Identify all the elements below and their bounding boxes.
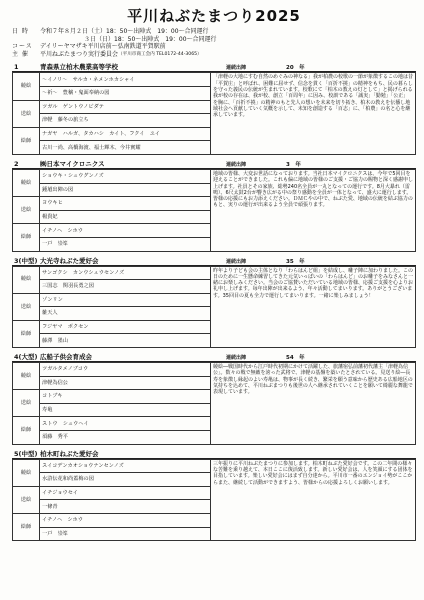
group-number: 3(中型)	[14, 256, 38, 265]
title-cell: ツガルタメノブコウ	[40, 363, 211, 377]
title-cell: イチノヘ シホウ	[40, 224, 211, 238]
title-cell: スイコデンカオショウナンセンノズ	[40, 459, 211, 473]
title-cell: ナガヤ ハルガ、タカハシ カイト、フクイ ユイ	[40, 127, 211, 141]
table-row	[13, 266, 416, 280]
group-header	[12, 158, 416, 169]
role-cell: 絵師	[13, 127, 40, 154]
role-cell: 送絵	[13, 390, 40, 417]
group-header	[12, 61, 416, 72]
title-cell: 雑天人	[40, 307, 211, 321]
group-number: 2	[14, 159, 19, 168]
role-cell: 絵師	[13, 320, 40, 347]
role-cell: 絵師	[13, 417, 40, 444]
date-label: 日 時	[12, 28, 29, 35]
title-cell: 三国志 関羽長勇之図	[40, 280, 211, 294]
host-label: 主 催	[12, 50, 29, 58]
group-name: ㈱日本マイクロニクス	[40, 159, 105, 168]
program-page	[12, 6, 416, 541]
title-cell: ショウキ・シュウグンノズ	[40, 169, 211, 183]
host-contact: （平川市商工会内 TEL0172-44-3065）	[118, 51, 202, 57]
event-info	[12, 28, 416, 58]
title-cell: 楊貴妃	[40, 210, 211, 224]
role-cell: 送絵	[13, 100, 40, 127]
group-section	[12, 158, 416, 252]
title-cell: 寿亀	[40, 403, 211, 417]
title-cell: 須藤 秀平	[40, 431, 211, 445]
table-row	[13, 169, 416, 183]
role-cell: 競絵	[13, 169, 40, 196]
title-cell: ゾンリン	[40, 293, 211, 307]
role-cell: 絵師	[13, 224, 40, 251]
group-name: 青森県立柏木農業高等学校	[40, 63, 118, 72]
title-cell: 津軽為信公	[40, 376, 211, 390]
group-header	[12, 448, 416, 459]
title-cell: 津軽 藤冬の旅立ち	[40, 114, 211, 128]
group-table	[12, 169, 416, 252]
date-line-1: 令和７年８月２日（土）18：50～出陣式 19：00～合同運行	[40, 28, 209, 35]
host-text: 平川ねぶたまつり実行委員会	[40, 50, 119, 58]
title-cell: 藤澤 墨山	[40, 334, 211, 348]
course-text: デイリーヤマザキ平川店前～弘南鉄道平賀駅前	[40, 43, 166, 51]
date-line-2: ３日（日）18：50～出陣式 19：00～合同運行	[84, 35, 217, 43]
group-table	[12, 362, 416, 445]
streak-count: 54 年	[286, 355, 305, 362]
streak-label: 連続出陣	[226, 65, 247, 72]
table-row	[13, 73, 416, 87]
role-cell: 送絵	[13, 197, 40, 224]
group-section	[12, 61, 416, 155]
description-cell: 競絵―戦国時代から江戸時代初期にかけて活躍した、旅藩宿弘前藩初代藩主「津軽為信公」。数々の戦で無敵を誇った武将で、津軽の基盤を築いたとされている。見送り絵―長寿を象徴し縁起のよい寿亀は、物事が長く続き、繁栄を願う意味から歴史ある広船地区の気持ちを込めて、平川ねぶまつりも後世の人へ継承されていくことを願いて綺麗な舞龍で表現しています。	[211, 363, 416, 445]
group-table	[12, 459, 416, 542]
title-cell: フジヤマ ボクセン	[40, 320, 211, 334]
title-cell: イチジョウセイ	[40, 486, 211, 500]
streak-label: 連続出陣	[226, 355, 247, 362]
role-cell: 競絵	[13, 363, 40, 390]
group-table	[12, 266, 416, 349]
title-cell: ～イノリ～ サルカ・ネメンホカシャイ	[40, 73, 211, 87]
streak-count: 35 年	[286, 258, 305, 265]
streak-count: 20 年	[286, 65, 305, 72]
title-cell: 水滸伝花和尚蓋梅の図	[40, 473, 211, 487]
title-cell: ヨウキヒ	[40, 197, 211, 211]
group-number: 4(大型)	[14, 353, 38, 362]
table-row	[13, 459, 416, 473]
title-cell: 一條青	[40, 500, 211, 514]
course-label: コース	[12, 43, 33, 51]
streak-label: 連続出陣	[226, 161, 247, 168]
title-cell: ツガル ゲントウノビダテ	[40, 100, 211, 114]
page-title: 平川ねぶたまつり2025	[127, 7, 301, 25]
group-header	[12, 351, 416, 362]
group-number: 5(中型)	[14, 449, 38, 458]
group-name: 柏木町ねぶた愛好会	[40, 449, 99, 458]
group-list	[12, 61, 416, 541]
title-cell: サンゴクシ カンウシュウセンノズ	[40, 266, 211, 280]
role-cell: 競絵	[13, 459, 40, 486]
group-name: 大光寺ねぶた愛好会	[40, 256, 99, 265]
description-cell: 「津軽の大地にすむ自然のめぐみの神なる」我が柏農の校歌の一節が象徴するこの地は昔「平賀庄」と呼ばれ、困難に屈せず、信念を貫く「百折不撓」の精神をもち、民の暮らしを守った義民の伝統が生まれています。校歌にて「柏木の教えの灯として」と掲げられる我が校の存在は、我が校、創立「百周年」に因み、校訓である「誠実」「勤勉」「公正」を胸に、「百折不撓」の精神のもと先人の想いを未来を切り拓き、柏木の教えを伝播し地域社会へ貢献していく気概を示して、未知を創造する「百志」に、「柏農」の名と心を継承しています。	[211, 73, 416, 155]
role-cell: 競絵	[13, 73, 40, 100]
title-cell: 古川一尚、高橋海渡、福士輝木、今井實耀	[40, 141, 211, 155]
title-cell: 鍾馗出陣の図	[40, 183, 211, 197]
description-cell: 昨年より子ども会の主体となり「わらはんど組」を結成し、囃子陣に加わりました。この日のために一生懸命練習してきた元気いっぱいの「わらはんど」のお囃子をみなさんと一緒にお楽しみください。当会のご協賛いただいている地域の皆様、応援ご支援を心よりお礼申し上げます。毎年出陣が出来るよう、年々活動してまいります。ありがとうございます。35回目の夏も全力で運行してまいります。一緒に楽しみましょう！	[211, 266, 416, 348]
description-cell: 三年振りに平川ねぶたまつりに参加します。柏木町ねぶた愛好会です。この二年間の様々な苦難を乗り越えて、本日ここに復活致します。新しい愛好会は、人を笑顔にする団体を目指しています。楽しい愛好会にはまず自分達から。平川市一番のエンジョイ勢がここからまた、継続して活動ができますよう、皆様からの応援よろしくお願いします。	[211, 459, 416, 541]
role-cell: 送絵	[13, 293, 40, 320]
role-cell: 競絵	[13, 266, 40, 293]
table-row	[13, 363, 416, 377]
group-section	[12, 255, 416, 349]
group-number: 1	[14, 63, 19, 72]
streak-label: 連続出陣	[226, 258, 247, 265]
title-cell: 一戸 崇峯	[40, 527, 211, 541]
group-table	[12, 72, 416, 155]
group-header	[12, 255, 416, 266]
title-cell: ～祈～ 豊穣・鬼面奉納の図	[40, 86, 211, 100]
title-cell: 一戸 崇峯	[40, 237, 211, 251]
title-cell: コトブキ	[40, 390, 211, 404]
title-cell: イチノヘ シホウ	[40, 514, 211, 528]
title-cell: ストウ シュウヘイ	[40, 417, 211, 431]
role-cell: 絵師	[13, 514, 40, 541]
group-name: 広船子供会育成会	[40, 353, 92, 362]
description-cell: 地域の皆様、大変お世話になっております。当社日本マイクロニクスは、今年で5回目を迎えることができました。これも偏に地域の皆様のご支援・ご協力の賜物と深く感謝申し上げます。社員とその家族、総勢240名全員が一丸となっての運行です。8月大暴れ（雷鳴）、6尺太鼓2台が響き広がる中の祭り感動を全員が一体となって、盛大に運行します。皆様の応援にもお力添えください。ＤＭＣやの中で、ねぶた愛、地域の伝統を結ぶ協力のもと、実りの運行が出来るよう全員で頑張ります。	[211, 169, 416, 251]
group-section	[12, 448, 416, 542]
streak-count: 3 年	[286, 161, 301, 168]
group-section	[12, 351, 416, 445]
role-cell: 送絵	[13, 486, 40, 513]
